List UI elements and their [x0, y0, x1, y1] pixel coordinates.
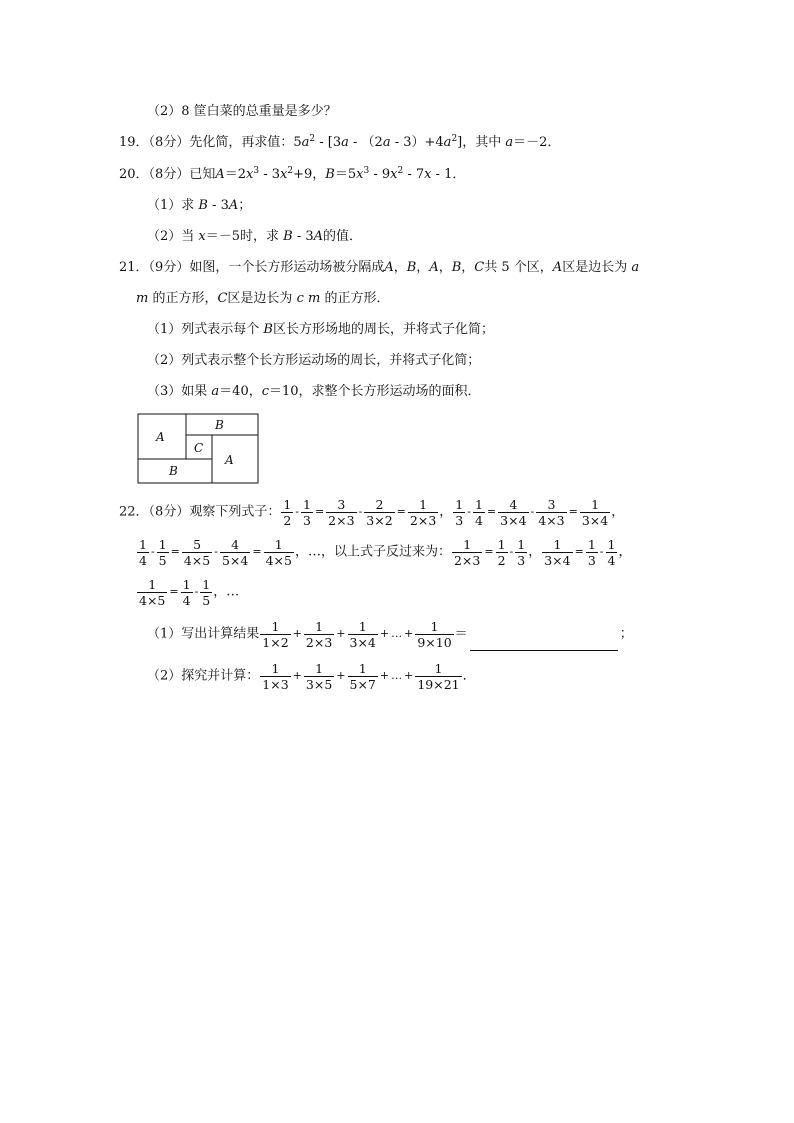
q19: 19．（8分）先化简，再求值：$5a^2 - [3a - (2a - 3)+4a^2]$，其中 a＝－2． [119, 134, 561, 150]
figure-label-a1: A [156, 430, 165, 444]
fraction: $\frac{1}{4}$ [607, 536, 616, 568]
fraction: $\frac{1}{4}$ [182, 576, 191, 608]
fraction: $\frac{3}{4\times 3}$ [538, 496, 565, 528]
q18-part2: （2）8 筐白菜的总重量是多少？ [147, 104, 337, 119]
fraction: $\frac{1}{3}$ [455, 496, 464, 528]
fraction: $\frac{1}{3\times 5}$ [305, 660, 333, 692]
figure-label-c: C [194, 441, 204, 455]
q20-given: 20．（8分）已知$A=2x^3 - 3x^2+9$，$B=5x^3 - 9x^2 - 7x - 1$． [119, 166, 466, 182]
fraction: $\frac{1}{5\times 7}$ [349, 660, 376, 692]
fraction: $\frac{4}{5\times 4}$ [221, 536, 249, 568]
fraction: $\frac{1}{3}$ [587, 536, 596, 568]
fraction: $\frac{1}{4}$ [139, 536, 147, 568]
fraction: $\frac{1}{1\times 3}$ [262, 660, 289, 692]
fraction: $\frac{1}{1\times 2}$ [262, 618, 289, 650]
fraction: $\frac{5}{4\times 5}$ [183, 536, 211, 568]
q21-part2: （2）列式表示整个长方形运动场的周长，并将式子化简； [147, 353, 481, 368]
fraction: $\frac{2}{3\times 2}$ [366, 496, 393, 528]
fraction: $\frac{1}{2\times 3}$ [409, 496, 437, 528]
fraction: $\frac{1}{3}$ [517, 536, 526, 568]
fraction: $\frac{1}{4\times 5}$ [139, 576, 166, 608]
q21-part1: （1）列式表示每个 B区长方形场地的周长，并将式子化简； [147, 322, 494, 337]
fraction: $\frac{3}{2\times 3}$ [328, 496, 355, 528]
q22-part1: （1）写出计算结果 $\frac{1}{1\times 2}$ + $\frac{1}{2\times 3}$ + $\frac{1}{3\times 4}$ + … + $\frac{1}{9\times 10}$ ＝ ； [147, 618, 633, 650]
q21-part3: （3）如果 a＝40，c＝10，求整个长方形运动场的面积． [147, 384, 481, 399]
fraction: $\frac{1}{19\times 21}$ [417, 660, 460, 692]
fraction: $\frac{1}{2\times 3}$ [305, 618, 333, 650]
fraction: $\frac{1}{2\times 3}$ [453, 536, 481, 568]
fraction: $\frac{1}{5}$ [202, 576, 211, 608]
fraction: $\frac{1}{5}$ [158, 536, 167, 568]
fraction: $\frac{1}{2}$ [283, 496, 292, 528]
fraction: $\frac{1}{4}$ [474, 496, 483, 528]
q22-line3: $\frac{1}{4\times 5}$ = $\frac{1}{4}$ - $\frac{1}{5}$ ，… [139, 576, 240, 608]
figure-label-b2: B [169, 464, 178, 478]
fraction: $\frac{1}{4\times 5}$ [265, 536, 292, 568]
q22-line2: $\frac{1}{4}$ - $\frac{1}{5}$ = $\frac{5}{4\times 5}$ - $\frac{4}{5\times 4}$ = $\frac{1}{4\times 5}$ ，…，以上式子反过来为： $\frac{1}{2\times 3}$ = $\frac{1}{2}$ - $\frac{1}{3}$ ， $\frac{1}{3\times 4}$ = $\frac{1}{3}$ - $\frac{1}{4}$ ， [139, 536, 632, 568]
fraction: $\frac{1}{3\times 4}$ [349, 618, 376, 650]
fraction: $\frac{4}{3\times 4}$ [500, 496, 527, 528]
fraction: $\frac{1}{3\times 4}$ [581, 496, 609, 528]
q21-line1: 21．（9分）如图，一个长方形运动场被分隔成A，B，A，B，C共 5 个区，A区是边长为 a [119, 260, 640, 275]
figure-label-b1: B [215, 418, 224, 432]
fraction: $\frac{1}{3}$ [303, 496, 311, 528]
fraction: $\frac{1}{9\times 10}$ [417, 618, 452, 650]
answer-blank[interactable] [470, 636, 618, 651]
q21-figure [137, 413, 261, 485]
fraction: $\frac{1}{2}$ [497, 536, 506, 568]
q21-line2: m 的正方形，C区是边长为 c m 的正方形． [136, 291, 390, 306]
figure-label-a2: A [225, 453, 234, 467]
q20-part2: （2）当 x＝－5时，求 B - 3A的值． [147, 229, 363, 244]
q20-part1: （1）求 B - 3A； [147, 198, 252, 213]
q22-line1: 22．（8分）观察下列式子： $\frac{1}{2}$ - $\frac{1}{3}$ = $\frac{3}{2\times 3}$ - $\frac{2}{3\times 2}$ = $\frac{1}{2\times 3}$ ， $\frac{1}{3}$ - $\frac{1}{4}$ = $\frac{4}{3\times 4}$ - $\frac{3}{4\times 3}$ = $\frac{1}{3\times 4}$ ， [119, 496, 625, 528]
q22-part2: （2）探究并计算： $\frac{1}{1\times 3}$ + $\frac{1}{3\times 5}$ + $\frac{1}{5\times 7}$ + … + $\frac{1}{19\times 21}$ ． [147, 660, 476, 692]
fraction: $\frac{1}{3\times 4}$ [544, 536, 571, 568]
